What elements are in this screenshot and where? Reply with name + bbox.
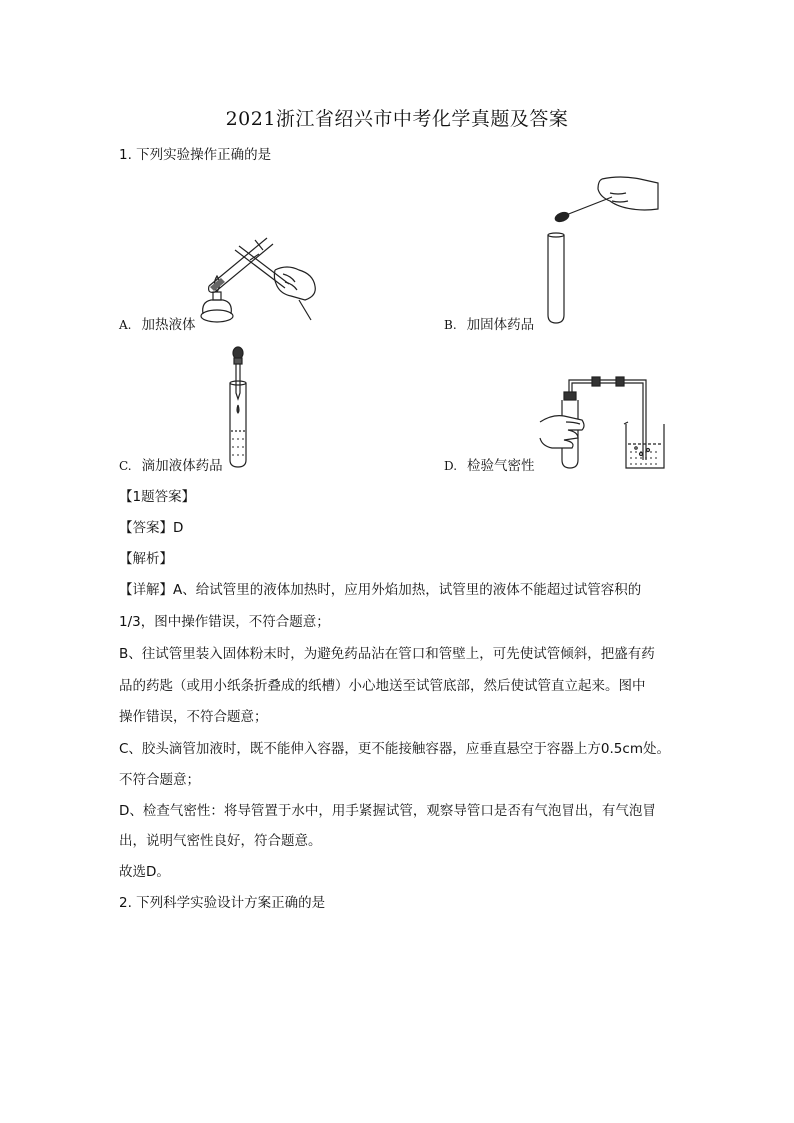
option-d-text: 检验气密性 bbox=[467, 458, 535, 474]
option-d bbox=[444, 456, 535, 476]
explanation-line: 故选D。 bbox=[119, 864, 170, 880]
airtightness-figure bbox=[538, 372, 668, 472]
option-a-text: 加热液体 bbox=[141, 317, 196, 333]
question-1-stem: 1. 下列实验操作正确的是 bbox=[119, 147, 272, 163]
explanation-line: B、往试管里装入固体粉末时，为避免药品沾在管口和管壁上，可先使试管倾斜，把盛有药 bbox=[119, 646, 655, 662]
explanation-line: 1/3，图中操作错误，不符合题意； bbox=[119, 614, 330, 630]
option-c bbox=[119, 456, 223, 476]
option-c-letter: C. bbox=[119, 459, 132, 473]
adding-solid-figure bbox=[540, 175, 660, 325]
explanation-line: C、胶头滴管加液时，既不能伸入容器，更不能接触容器，应垂直悬空于容器上方0.5cm处。 bbox=[119, 741, 670, 757]
option-a-letter: A. bbox=[119, 318, 132, 332]
option-b bbox=[444, 315, 534, 335]
option-b-letter: B. bbox=[444, 318, 457, 332]
option-b-text: 加固体药品 bbox=[466, 317, 535, 333]
option-d-letter: D. bbox=[444, 459, 458, 473]
option-c-text: 滴加液体药品 bbox=[141, 458, 223, 474]
page-title: 2021浙江省绍兴市中考化学真题及答案 bbox=[225, 108, 569, 130]
dropping-liquid-figure bbox=[224, 345, 254, 470]
explanation-line: 品的药匙（或用小纸条折叠成的纸槽）小心地送至试管底部，然后使试管直立起来。图中 bbox=[119, 678, 646, 694]
explanation-line: D、检查气密性：将导管置于水中，用手紧握试管，观察导管口是否有气泡冒出，有气泡冒 bbox=[119, 803, 656, 819]
heating-liquid-figure bbox=[195, 230, 320, 325]
answer-line: 【答案】D bbox=[119, 520, 184, 536]
analysis-header: 【解析】 bbox=[119, 551, 173, 567]
explanation-line: 不符合题意； bbox=[119, 772, 200, 788]
explanation-line: 操作错误，不符合题意； bbox=[119, 709, 268, 725]
answer-header: 【1题答案】 bbox=[119, 489, 196, 505]
explanation-line: 出，说明气密性良好，符合题意。 bbox=[119, 833, 322, 849]
question-2-stem: 2. 下列科学实验设计方案正确的是 bbox=[119, 895, 326, 911]
explanation-line: 【详解】A、给试管里的液体加热时，应用外焰加热，试管里的液体不能超过试管容积的 bbox=[119, 582, 642, 598]
option-a bbox=[119, 315, 195, 335]
